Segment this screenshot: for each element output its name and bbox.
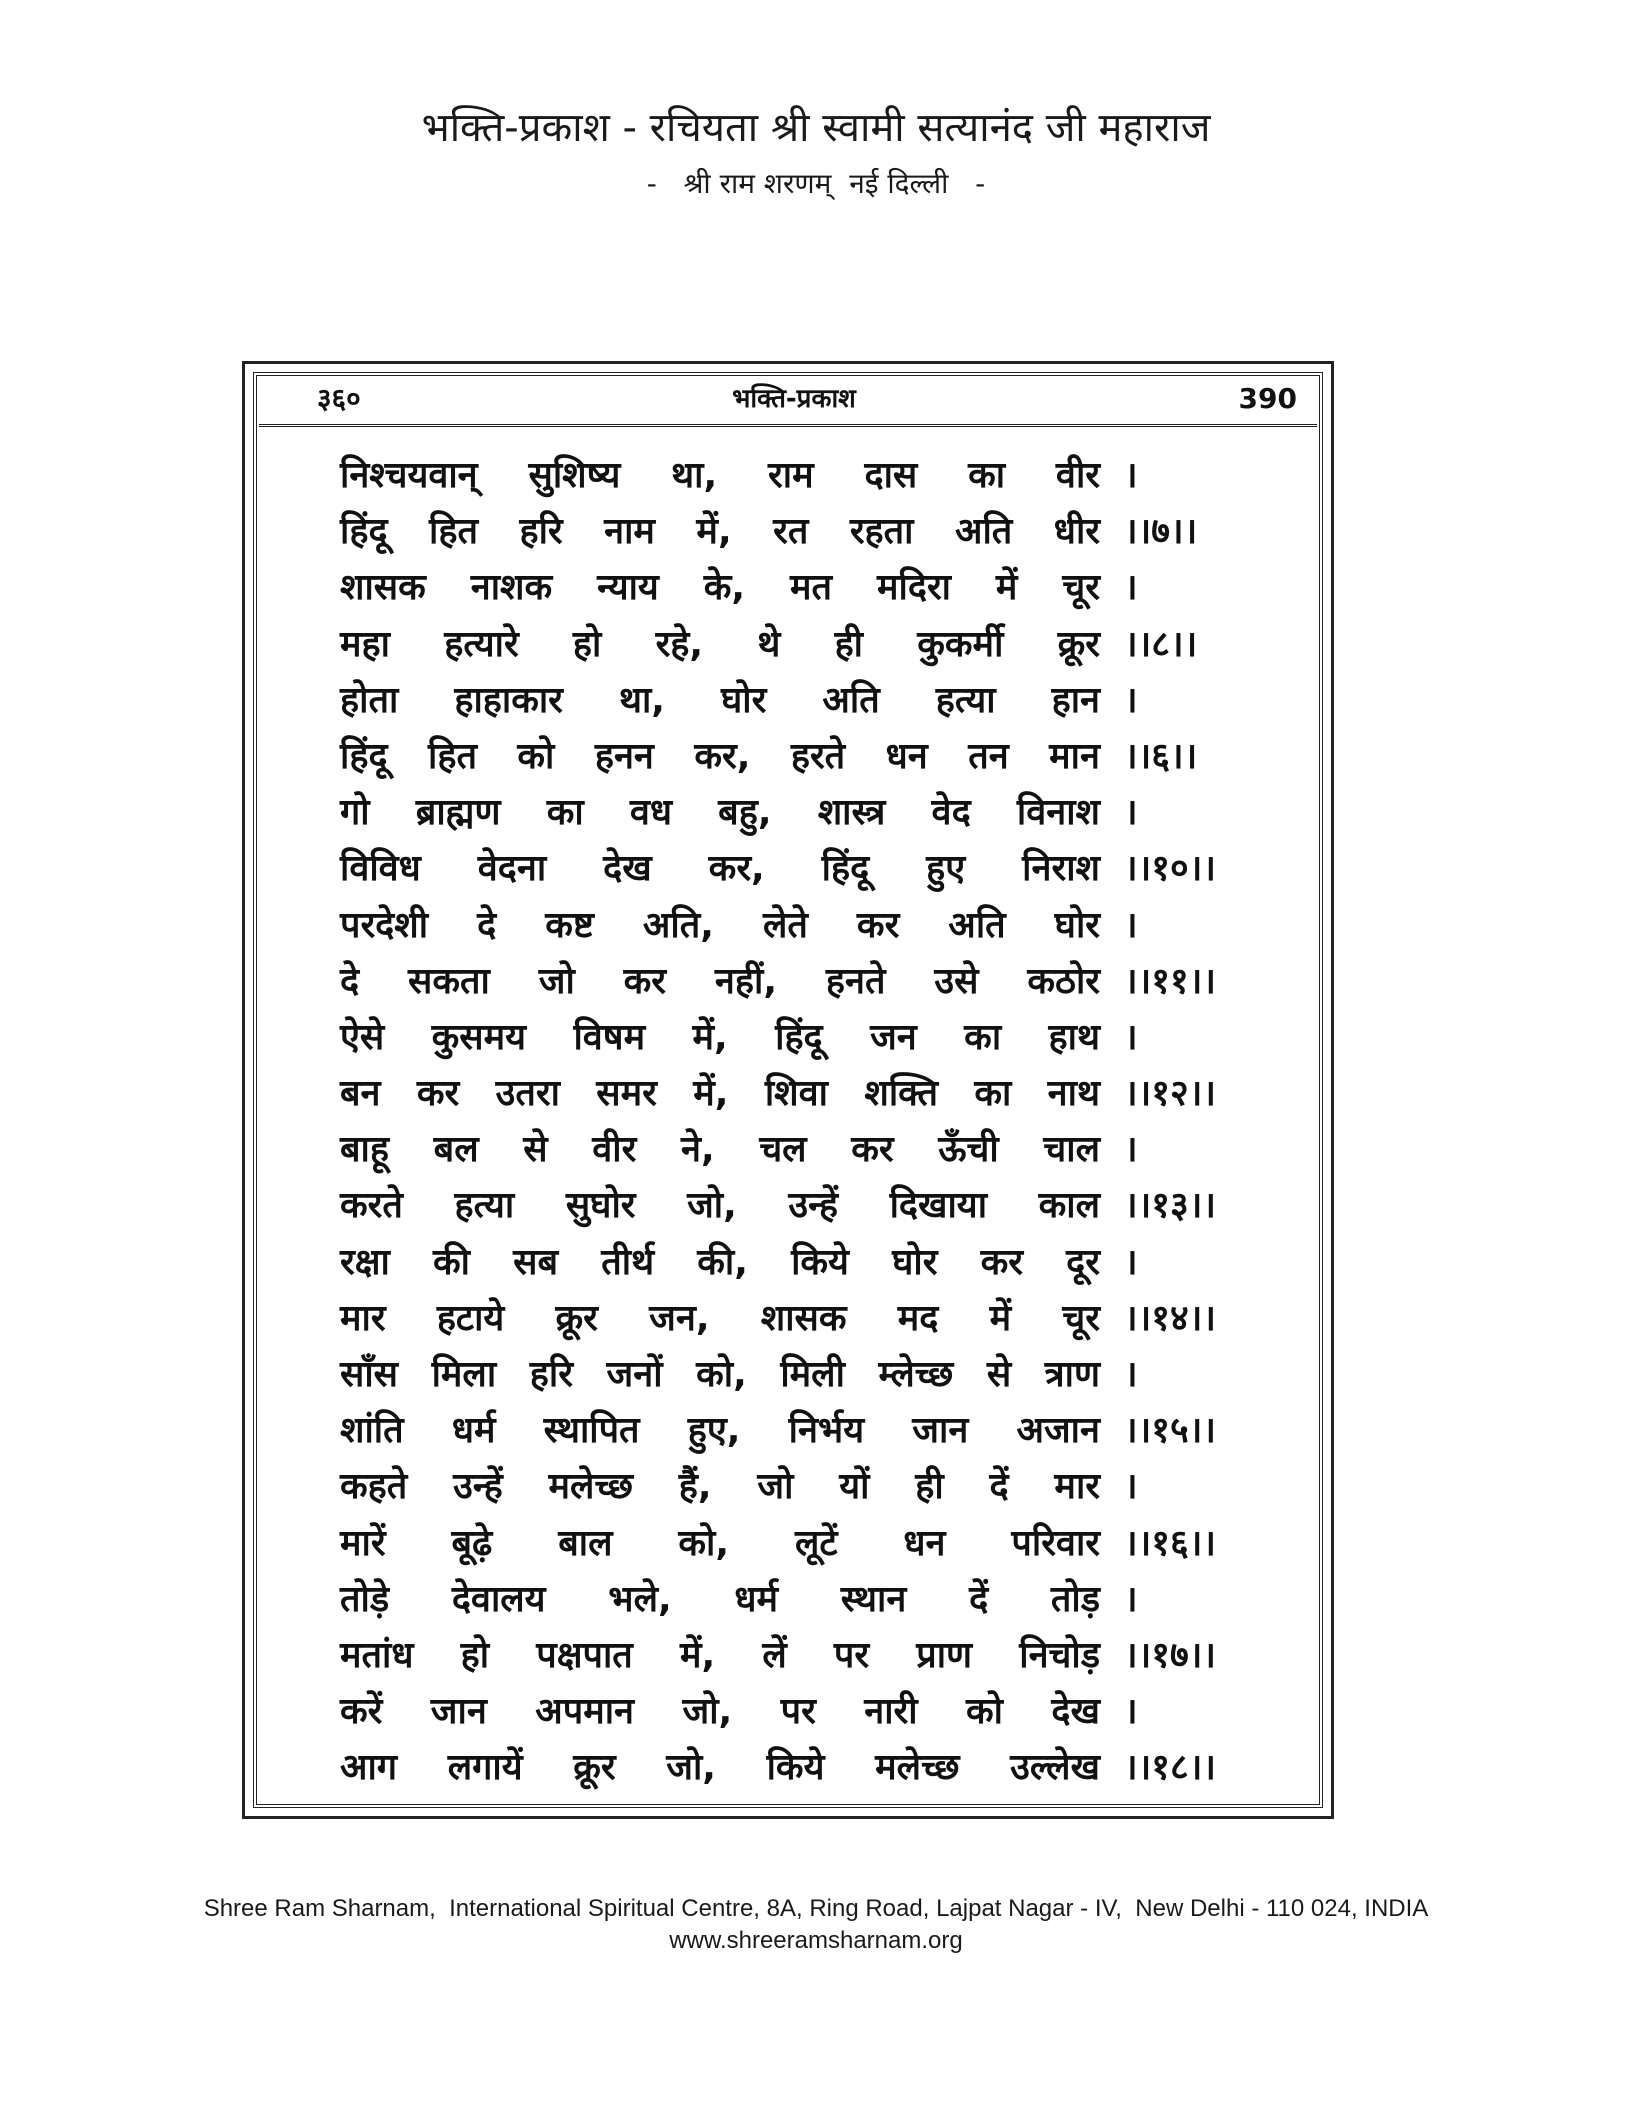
verse-text: हिंदू हित को हनन कर, हरते धन तन मान <box>340 735 1100 777</box>
verse-line <box>340 1178 1270 1234</box>
verse-number-mark: । <box>1124 1241 1138 1283</box>
verse-line <box>340 1684 1270 1740</box>
verse-text: विविध वेदना देख कर, हिंदू हुए निराश <box>340 848 1100 890</box>
verse-number-mark: ।।८।। <box>1124 623 1198 665</box>
verse-text: गो ब्राह्मण का वध बहु, शास्त्र वेद विनाश <box>340 792 1100 834</box>
footer-address: Shree Ram Sharnam, International Spiritual Centre, 8A, Ring Road, Lajpat Nagar - IV, New Delhi - 110 024, INDIA <box>203 1895 1429 1922</box>
verse-number-mark: । <box>1124 1466 1138 1508</box>
verse-text: शांति धर्म स्थापित हुए, निर्भय जान अजान <box>340 1410 1100 1452</box>
verse-number-mark: ।।१५।। <box>1124 1410 1217 1452</box>
verse-line <box>340 617 1270 673</box>
verse-number-mark: ।।७।। <box>1124 511 1198 553</box>
page-number-hindi: ३६० <box>317 382 361 415</box>
header-divider <box>259 424 1317 427</box>
verse-text: मार हटाये क्रूर जन, शासक मद में चूर <box>340 1297 1100 1339</box>
verse-number-mark: । <box>1124 792 1138 834</box>
verse-text: शासक नाशक न्याय के, मत मदिरा में चूर <box>340 567 1100 609</box>
verse-text: निश्चयवान् सुशिष्य था, राम दास का वीर <box>340 455 1100 496</box>
verse-number-mark: ।।११।। <box>1124 960 1217 1002</box>
verse-line <box>340 1291 1270 1347</box>
verse-number-mark: । <box>1124 455 1138 496</box>
page-frame <box>242 361 1334 1819</box>
verse-line <box>340 504 1270 560</box>
verse-line <box>340 1403 1270 1459</box>
verse-number-mark: ।।१६।। <box>1124 1522 1217 1564</box>
verse-block <box>340 448 1270 1797</box>
verse-line <box>340 1235 1270 1291</box>
document-header <box>0 100 1632 208</box>
verse-text: हिंदू हित हरि नाम में, रत रहता अति धीर <box>340 511 1100 553</box>
document-footer <box>0 1893 1632 1957</box>
verse-text: बन कर उतरा समर में, शिवा शक्ति का नाथ <box>340 1073 1100 1115</box>
verse-text: करें जान अपमान जो, पर नारी को देख <box>340 1691 1100 1733</box>
verse-text: होता हाहाकार था, घोर अति हत्या हान <box>340 679 1100 721</box>
verse-number-mark: ।।१२।। <box>1124 1073 1217 1115</box>
verse-number-mark: । <box>1124 1129 1138 1171</box>
verse-line <box>340 560 1270 616</box>
verse-number-mark: ।।१४।। <box>1124 1297 1217 1339</box>
verse-text: मतांध हो पक्षपात में, लें पर प्राण निचोड़ <box>340 1634 1100 1676</box>
verse-line <box>340 898 1270 954</box>
verse-line <box>340 729 1270 785</box>
document-subtitle: - श्री राम शरणम् नई दिल्ली - <box>646 167 986 200</box>
verse-number-mark: ।।१८।। <box>1124 1747 1217 1789</box>
verse-text: तोड़े देवालय भले, धर्म स्थान दें तोड़ <box>340 1578 1100 1620</box>
verse-number-mark: ।।१०।। <box>1124 848 1217 890</box>
verse-text: साँस मिला हरि जनों को, मिली म्लेच्छ से त्राण <box>340 1354 1100 1395</box>
verse-number-mark: ।।१३।। <box>1124 1185 1217 1227</box>
verse-number-mark: ।।१७।। <box>1124 1634 1217 1676</box>
verse-number-mark: । <box>1124 1691 1138 1733</box>
page-number-arabic: 390 <box>1238 382 1297 415</box>
verse-number-mark: ।।६।। <box>1124 735 1198 777</box>
verse-line <box>340 1122 1270 1178</box>
verse-line <box>340 448 1270 504</box>
verse-text: परदेशी दे कष्ट अति, लेते कर अति घोर <box>340 904 1100 946</box>
verse-text: रक्षा की सब तीर्थ की, किये घोर कर दूर <box>340 1241 1100 1283</box>
verse-number-mark: । <box>1124 567 1138 609</box>
verse-line <box>340 841 1270 897</box>
verse-number-mark: । <box>1124 1016 1138 1058</box>
verse-number-mark: । <box>1124 904 1138 946</box>
verse-text: दे सकता जो कर नहीं, हनते उसे कठोर <box>340 960 1100 1002</box>
verse-line <box>340 1066 1270 1122</box>
verse-line <box>340 673 1270 729</box>
verse-text: आग लगायें क्रूर जो, किये मलेच्छ उल्लेख <box>340 1747 1100 1789</box>
verse-number-mark: । <box>1124 1354 1138 1395</box>
verse-line <box>340 1740 1270 1796</box>
document-title: भक्ति-प्रकाश - रचियता श्री स्वामी सत्यानंद जी महाराज <box>421 105 1211 151</box>
verse-text: महा हत्यारे हो रहे, थे ही कुकर्मी क्रूर <box>340 623 1100 665</box>
verse-text: कहते उन्हें मलेच्छ हैं, जो यों ही दें मार <box>340 1466 1100 1508</box>
running-title: भक्ति-प्रकाश <box>732 384 856 414</box>
verse-text: करते हत्या सुघोर जो, उन्हें दिखाया काल <box>340 1185 1100 1227</box>
verse-line <box>340 1459 1270 1515</box>
verse-line <box>340 1572 1270 1628</box>
verse-line <box>340 1516 1270 1572</box>
footer-website: www.shreeramsharnam.org <box>669 1927 963 1954</box>
verse-line <box>340 954 1270 1010</box>
verse-line <box>340 1347 1270 1403</box>
verse-text: ऐसे कुसमय विषम में, हिंदू जन का हाथ <box>340 1016 1100 1058</box>
verse-number-mark: । <box>1124 1578 1138 1620</box>
verse-text: मारें बूढ़े बाल को, लूटें धन परिवार <box>340 1522 1100 1564</box>
verse-line <box>340 785 1270 841</box>
verse-line <box>340 1628 1270 1684</box>
page-running-head <box>281 378 1307 420</box>
verse-text: बाहू बल से वीर ने, चल कर ऊँची चाल <box>340 1129 1100 1171</box>
verse-line <box>340 1010 1270 1066</box>
verse-number-mark: । <box>1124 679 1138 721</box>
